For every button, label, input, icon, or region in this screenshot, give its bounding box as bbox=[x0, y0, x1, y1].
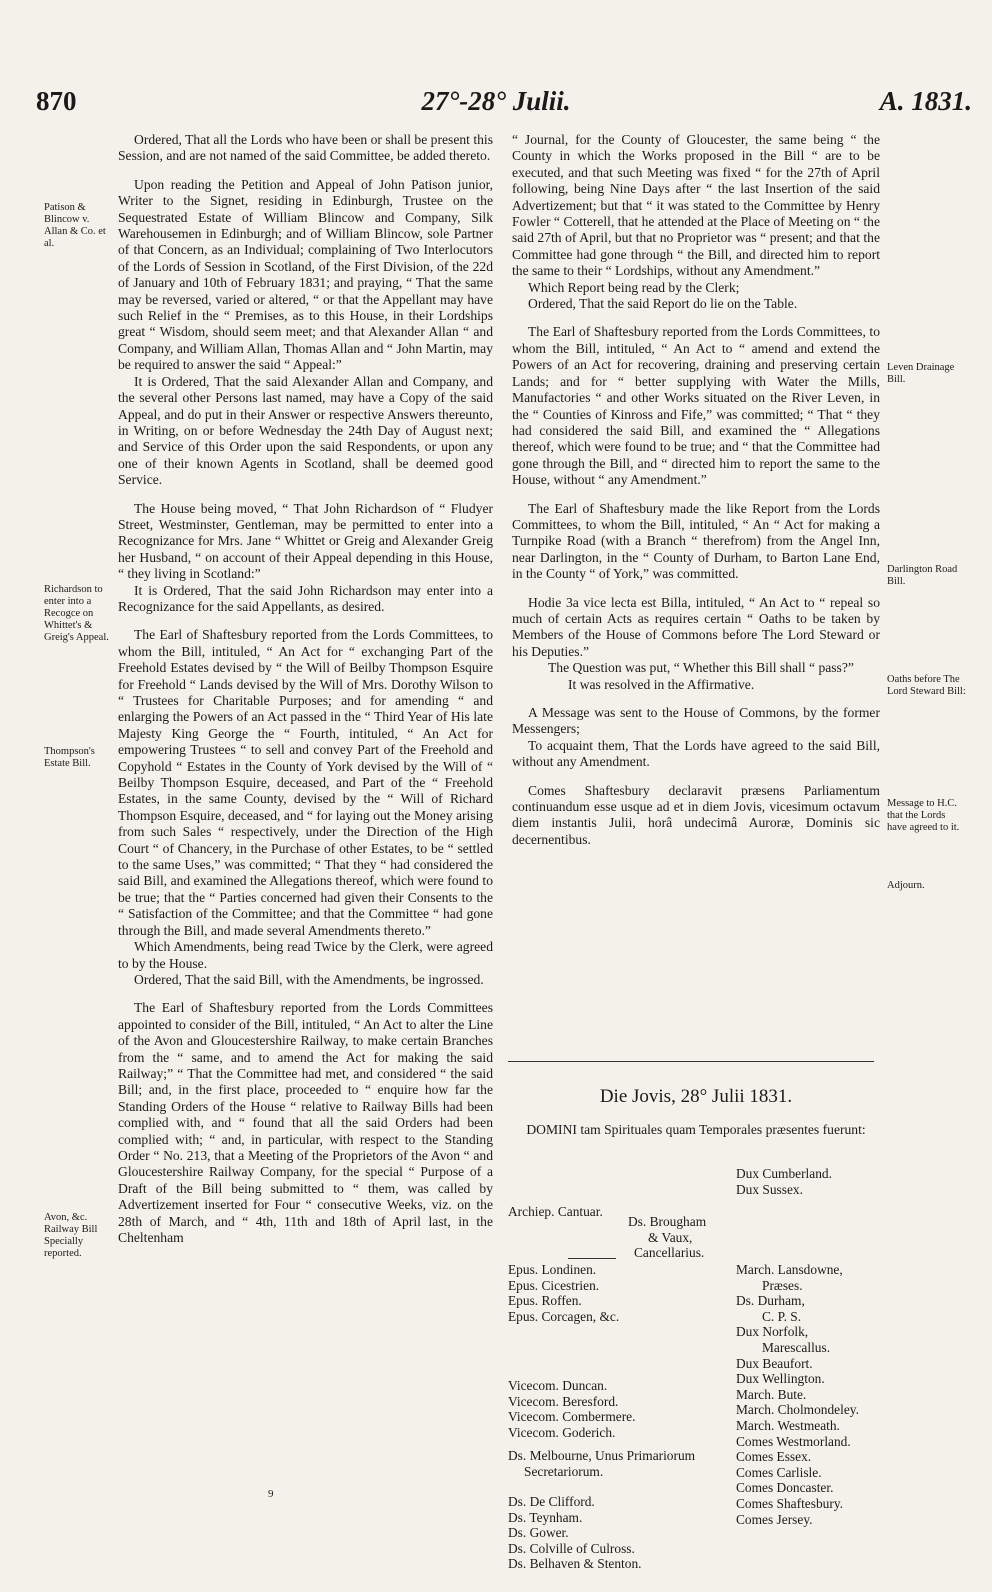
list-item: Dux Wellington. bbox=[736, 1371, 825, 1387]
list-divider bbox=[568, 1258, 616, 1259]
page-date: 27°-28° Julii. bbox=[421, 86, 571, 116]
paragraph: Which Amendments, being read Twice by the Clerk, were agreed to by the House. bbox=[118, 939, 493, 971]
margin-note-adjourn: Adjourn. bbox=[887, 880, 925, 891]
paragraph: The Earl of Shaftesbury reported from the Lords Committees, to whom the Bill, intituled, “ An Act to “ amend and extend the Powers of an Act for recovering, draining and preserving certain Lands; and for “ better supplying with Water the Mills, Manufactories “ and other Works situated on the River Leven, in the “ Counties of Kinross and Fife,” was committed; “ That “ they had considered the said Bill, and examined the “ Allegations thereof, which were found to be true; and “ that the Committee had gone through the Bill, and “ directed him to report the same to the House, without “ any Amendment.” bbox=[512, 324, 880, 488]
list-item: Ds. Belhaven & Stenton. bbox=[508, 1556, 642, 1572]
list-item: Ds. De Clifford. bbox=[508, 1494, 595, 1509]
paragraph: The Earl of Shaftesbury reported from the Lords Committees, to whom the Bill, intituled, “ An Act for “ exchanging Part of the Freehold Estates devised by “ the Will of Beilby Thompson Esquire for Freehold “ Lands devised by the Will of Mrs. Dorothy Wilson to “ Trustees for Charitable Purposes; and for amending “ and enlarging the Powers of an Act passed in the “ Third Year of His late Majesty King George the “ Fourth, intituled, “ An Act for empowering Trustees “ to sell and convey Part of the Freehold and Copyhold “ Estates in the County of York devised by the Will of “ Beilby Thompson Esquire, deceased, and Part of the “ Freehold Estates, in the same County, devised by the “ Will of Richard Thompson Esquire, deceased, and “ for laying out the Money arising from such Sales “ respectively, under the Direction of the High Court “ of Chancery, in the Purchase of other Estates, to be “ settled to the same Uses,” was committed; “ That they “ had considered the said Bill, and examined the Allegations thereof, which were found to be true; that the “ Parties concerned had given their Consents to the “ Satisfaction of the Committee; and that the Committee “ had gone through the Bill, and made several Amendments thereto.” bbox=[118, 627, 493, 938]
list-item: Comes Westmorland. bbox=[736, 1433, 851, 1449]
list-item: Dux Cumberland. bbox=[736, 1166, 832, 1181]
paragraph: The Question was put, “ Whether this Bill shall “ pass?” bbox=[548, 660, 854, 676]
list-item: Præses. bbox=[762, 1277, 803, 1293]
list-item: Comes Shaftesbury. bbox=[736, 1495, 843, 1511]
list-item: Ds. Melbourne, Unus Primariorum bbox=[508, 1448, 696, 1463]
attendance-intro: DOMINI tam Spirituales quam Temporales præsentes fuerunt: bbox=[526, 1122, 866, 1137]
page-header bbox=[0, 86, 992, 126]
section-divider bbox=[508, 1061, 874, 1062]
right-column bbox=[512, 132, 880, 848]
list-item: Dux Beaufort. bbox=[736, 1355, 813, 1371]
paragraph: Comes Shaftesbury declaravit præsens Parliamentum continuandum esse usque ad et in diem Jovis, vicesimum octavum diem instantis Julii, horâ undecimâ Auroræ, Dominis sic decernentibus. bbox=[512, 782, 880, 847]
paragraph: It is Ordered, That the said John Richardson may enter into a Recognizance for the said Appellants, as desired. bbox=[118, 582, 493, 614]
chancellor bbox=[628, 1214, 706, 1261]
list-item: Epus. Roffen. bbox=[508, 1293, 582, 1309]
paragraph: It was resolved in the Affirmative. bbox=[568, 676, 755, 692]
list-item: Epus. Cicestrien. bbox=[508, 1277, 600, 1293]
list-item: & Vaux, bbox=[648, 1229, 693, 1245]
list-item: Comes Carlisle. bbox=[736, 1464, 822, 1480]
paragraph: The Earl of Shaftesbury reported from the Lords Committees appointed to consider of the Bill, intituled, “ An Act to alter the Line of the Avon and Gloucestershire Railway, to make certain Branches from the “ same, and to amend the Act for making the said Railway;” “ That the Committee had met, and considered “ the said Bill; and, in the first place, proceeded to “ enquire how far the Standing Orders of the House “ relative to Railway Bills had been complied with, and “ found that all the said Orders had been complied with; “ and, in particular, with respect to the Standing Order “ No. 213, that a Meeting of the Proprietors of the Avon “ and Gloucestershire Railway Company, for the special “ Purpose of a Draft of the Bill being submitted to “ them, was called by Advertizement inserted for Four “ consecutive Weeks, viz. on the 28th of March, and “ 4th, 11th and 18th of April last, in the Cheltenham bbox=[118, 1000, 493, 1245]
margin-note-oaths: Oaths before The Lord Steward Bill: bbox=[887, 674, 966, 697]
list-item: Vicecom. Duncan. bbox=[508, 1378, 608, 1393]
paragraph: It is Ordered, That the said Alexander Allan and Company, and the several other Persons last named, may have a Copy of the said Appeal, and do put in their Answer or respective Answers thereunto, in Writing, on or before Wednesday the 24th Day of August next; and Service of this Order upon the said Respondents, or upon any one of their known Agents in Scotland, shall be deemed good Service. bbox=[118, 373, 493, 488]
paragraph: Upon reading the Petition and Appeal of John Patison junior, Writer to the Signet, residing in Edinburgh, Trustee on the Sequestrated Estate of William Blincow and Company, Silk Warehousemen in Edinburgh; and of William Blincow, sole Partner of that Concern, as an Individual; complaining of Two Interlocutors of the Lords of Session in Scotland, of the First Division, of the 22d of January and 10th of February 1831; and praying, “ That the same may be reversed, varied or altered, “ or that the Appellant may have such Relief in the “ Premises, as to this House, in their Lordships great “ Wisdom, should seem meet; and that Alexander Allan “ and Company, and William Allan, Thomas Allan and “ John Martin, may be required to answer the said “ Appeal:” bbox=[118, 176, 493, 373]
list-item: March. Lansdowne, bbox=[736, 1262, 843, 1277]
archbishop bbox=[508, 1204, 603, 1220]
list-item: Epus. Londinen. bbox=[508, 1262, 597, 1277]
bishops-list bbox=[508, 1262, 619, 1324]
margin-note-darlington: Darlington Road Bill. bbox=[887, 564, 958, 587]
list-item: Ds. Gower. bbox=[508, 1525, 569, 1541]
barons-list bbox=[508, 1494, 642, 1572]
list-item: Ds. Teynham. bbox=[508, 1509, 583, 1525]
paragraph: A Message was sent to the House of Commons, by the former Messengers; bbox=[512, 705, 880, 737]
paragraph: Which Report being read by the Clerk; bbox=[528, 279, 740, 295]
margin-note-thompson: Thompson's Estate Bill. bbox=[44, 746, 95, 769]
list-item: Vicecom. Combermere. bbox=[508, 1409, 636, 1425]
list-item: Comes Jersey. bbox=[736, 1511, 813, 1527]
margin-note-message: Message to H.C. that the Lords have agreed to it. bbox=[887, 798, 960, 833]
signature-mark: 9 bbox=[268, 1488, 274, 1500]
day-heading: Die Jovis, 28° Julii 1831. bbox=[599, 1086, 793, 1107]
list-item: Dux Sussex. bbox=[736, 1181, 803, 1197]
list-item: Epus. Corcagen, &c. bbox=[508, 1308, 620, 1324]
left-column bbox=[118, 132, 493, 1246]
paragraph: The House being moved, “ That John Richardson of “ Fludyer Street, Westminster, Gentleman, may be permitted to enter into a Recognizance for Mrs. Jane “ Whittet or Greig and Alexander Greig her Husband, “ on account of their Appeal depending in this House, “ they living in Scotland:” bbox=[118, 500, 493, 582]
list-item: Ds. Brougham bbox=[628, 1214, 707, 1229]
margin-note-patison: Patison & Blincow v. Allan & Co. et al. bbox=[44, 202, 106, 249]
list-item: Ds. Durham, bbox=[736, 1293, 805, 1309]
list-item: March. Bute. bbox=[736, 1386, 807, 1402]
list-item: Ds. Colville of Culross. bbox=[508, 1540, 635, 1556]
list-item: Comes Doncaster. bbox=[736, 1480, 834, 1496]
list-item: C. P. S. bbox=[762, 1308, 802, 1324]
melbourne bbox=[508, 1448, 695, 1479]
margin-note-leven: Leven Drainage Bill. bbox=[887, 362, 955, 385]
list-item: March. Cholmondeley. bbox=[736, 1402, 859, 1418]
paragraph: The Earl of Shaftesbury made the like Report from the Lords Committees, to whom the Bill, intituled, “ An “ Act for making a Turnpike Road (with a Branch “ therefrom) from the Angel Inn, near Darlington, in the “ County of Durham, to Barton Lane End, in the County “ of York,” was committed. bbox=[512, 500, 880, 582]
list-item: Dux Norfolk, bbox=[736, 1324, 809, 1340]
paragraph: Ordered, That the said Bill, with the Amendments, be ingrossed. bbox=[134, 971, 484, 987]
paragraph: Ordered, That the said Report do lie on the Table. bbox=[528, 296, 798, 312]
paragraph: To acquaint them, That the Lords have agreed to the said Bill, without any Amendment. bbox=[512, 737, 880, 770]
paragraph: Ordered, That all the Lords who have been or shall be present this Session, and are not named of the said Committee, be added thereto. bbox=[118, 132, 493, 164]
margin-note-avon: Avon, &c. Railway Bill Specially reported. bbox=[44, 1212, 98, 1259]
list-item: Vicecom. Beresford. bbox=[508, 1393, 619, 1409]
margin-note-richardson: Richardson to enter into a Recogce on Whittet's & Greig's Appeal. bbox=[44, 584, 109, 643]
page-year: A. 1831. bbox=[879, 86, 972, 116]
list-item: Archiep. Cantuar. bbox=[508, 1204, 603, 1219]
viscounts-list bbox=[508, 1378, 635, 1440]
list-item: Cancellarius. bbox=[634, 1245, 705, 1261]
list-item: Vicecom. Goderich. bbox=[508, 1424, 616, 1440]
list-item: Comes Essex. bbox=[736, 1449, 812, 1465]
paragraph: Hodie 3a vice lecta est Billa, intituled, “ An Act to “ repeal so much of certain Acts as requires certain “ Oaths to be taken by Members of the House of Commons before The Lord Steward or his Deputies.” bbox=[512, 594, 880, 659]
list-item: March. Westmeath. bbox=[736, 1417, 840, 1433]
dukes-top-list bbox=[736, 1166, 832, 1197]
page-number: 870 bbox=[36, 86, 77, 116]
list-item: Marescallus. bbox=[762, 1339, 831, 1355]
paragraph: “ Journal, for the County of Gloucester, the same being “ the County in which the Works proposed in the Bill “ are to be executed, and that such Meeting was fixed “ for the 27th of April following, being Nine Days after “ the last Insertion of the said Advertizement; but that “ it was stated to the Committee by Henry Fowler “ Cotterell, that he attended at the Place of Meeting on “ the said 27th of April, but that no Proprietor was “ present; and that the Committee had gone through “ the Bill, and directed him to report the same to their “ Lordships, without any Amendment.” bbox=[512, 132, 880, 279]
list-item: Secretariorum. bbox=[524, 1463, 604, 1479]
right-attendance-list bbox=[736, 1262, 859, 1527]
